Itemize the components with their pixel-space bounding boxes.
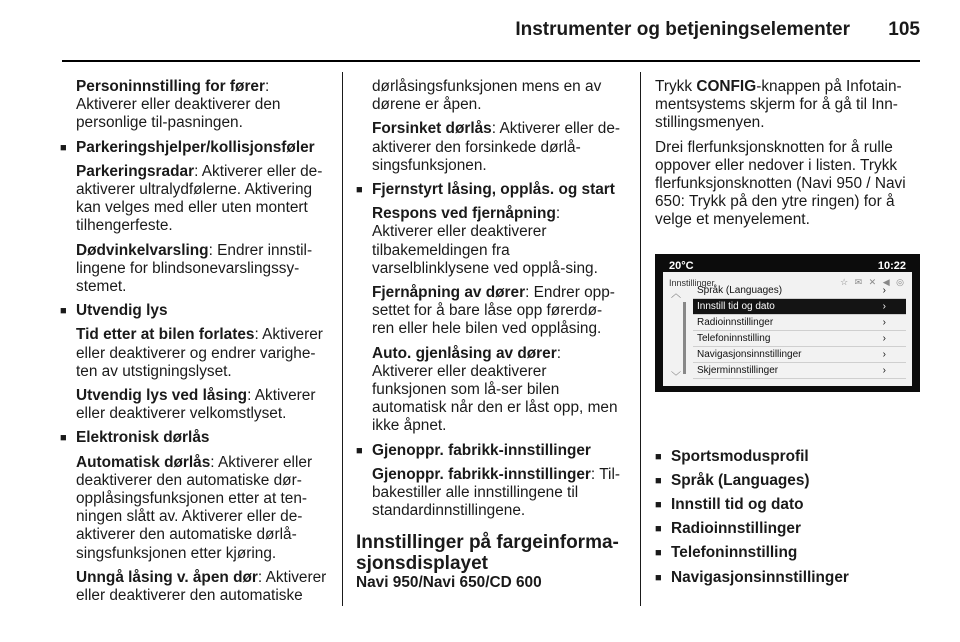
screen-menu-item[interactable] bbox=[693, 315, 906, 331]
screen-menu-item-label: Telefoninnstilling bbox=[697, 332, 771, 344]
para-unnga: Unngå låsing v. åpen dør: Aktiverer eller deaktiverer den automatiske bbox=[76, 568, 327, 605]
para-parkeringsradar: Parkeringsradar: Aktiverer eller de-aktiverer ultralydfølerne. Aktivering kan velges med eller uten montert tilhengerfeste. bbox=[76, 162, 323, 235]
bullet-menu-item: ■ Sportsmodusprofil bbox=[655, 448, 920, 466]
chevron-right-icon: › bbox=[882, 284, 886, 296]
screen-menu-title: Innstillinger bbox=[669, 277, 715, 288]
chevron-right-icon: › bbox=[882, 348, 886, 360]
screen-menu-item-label: Radioinnstillinger bbox=[697, 316, 774, 328]
header-title: Instrumenter og betjeningselementer bbox=[515, 19, 850, 40]
screen-menu-item-label: Språk (Languages) bbox=[697, 284, 783, 296]
header-rule bbox=[62, 60, 920, 62]
para-knob: Drei flerfunksjonsknotten for å rulle oppover eller nedover i listen. Trykk flerfunksjonsknotten (Navi 950 / Navi 650: Trykk på den ytre ringen) for å velge et menyelement. bbox=[655, 138, 906, 229]
para-gjenoppr: Gjenoppr. fabrikk-innstillinger: Til-bakestiller alle innstillingene til standardinnstillingene. bbox=[372, 465, 620, 520]
bullet-gjenoppr: ■ Gjenoppr. fabrikk-innstillinger bbox=[356, 442, 624, 460]
para-fjernapning: Fjernåpning av dører: Endrer opp-settet for å bare låse opp førerdø-ren eller hele bilen ved opplåsing. bbox=[372, 284, 615, 338]
section-heading: Innstillinger på fargeinforma-sjonsdisplayet bbox=[356, 532, 619, 575]
column-divider-1 bbox=[342, 72, 343, 606]
bullet-menu-item: ■ Navigasjonsinnstillinger bbox=[655, 569, 920, 587]
screen-clock: 10:22 bbox=[877, 259, 906, 272]
bullet-menu-item: ■ Innstill tid og dato bbox=[655, 496, 920, 514]
screen-menu-list bbox=[693, 283, 906, 379]
para-config: Trykk CONFIG-knappen på Infotain-mentsystems skjerm for å gå til Inn-stillingsmenyen. bbox=[655, 78, 902, 132]
bullet-menu-item: ■ Telefoninnstilling bbox=[655, 544, 920, 562]
column-3 bbox=[655, 78, 920, 593]
para-dodvinkel: Dødvinkelvarsling: Endrer innstil-lingene for blindsonevarslingssy-stemet. bbox=[76, 241, 313, 296]
para-utvendig-lasing: Utvendig lys ved låsing: Aktiverer eller deaktiverer velkomstlyset. bbox=[76, 387, 316, 423]
screen-menu-panel bbox=[663, 272, 912, 386]
bullet-parkering: ■ Parkeringshjelper/kollisjonsføler bbox=[60, 139, 328, 157]
chevron-right-icon: › bbox=[882, 316, 886, 328]
bullet-fjernstyrt: ■ Fjernstyrt låsing, opplås. og start bbox=[356, 181, 624, 199]
screen-menu-item-label: Navigasjonsinnstillinger bbox=[697, 348, 802, 360]
section-subheading: Navi 950/Navi 650/CD 600 bbox=[356, 574, 542, 592]
screen-menu-item[interactable] bbox=[693, 331, 906, 347]
screen-menu-item[interactable] bbox=[693, 283, 906, 299]
column-divider-2 bbox=[640, 72, 641, 606]
screen-menu-item-label: Skjerminnstillinger bbox=[697, 364, 779, 376]
scroll-up-icon[interactable]: ︿ bbox=[671, 288, 681, 300]
infotainment-screen bbox=[655, 254, 920, 392]
page-header bbox=[0, 0, 960, 62]
para-auto-gjenlasing: Auto. gjenlåsing av dører: Aktiverer eller deaktiverer funksjonen som lå-ser bilen automatisk når den er låst opp, men ikke åpnet. bbox=[372, 344, 618, 435]
chevron-right-icon: › bbox=[882, 332, 886, 344]
column-2 bbox=[356, 78, 624, 599]
screen-menu-item-label: Innstill tid og dato bbox=[697, 300, 775, 312]
para-forsinket: Forsinket dørlås: Aktiverer eller de-aktiverer den forsinkede dørlå-singsfunksjonen. bbox=[372, 120, 621, 174]
menu-bullet-list bbox=[655, 448, 920, 587]
chevron-right-icon: › bbox=[882, 364, 886, 376]
para-automatisk: Automatisk dørlås: Aktiverer eller deaktiverer den automatiske dør-opplåsingsfunksjonen etter at ten-ningen slått av. Aktiverer eller de-aktiverer den automatiske dørlå-singsfunksjonen etter kjøring. bbox=[76, 453, 313, 562]
para-continuation: dørlåsingsfunksjonen mens en av dørene er åpen. bbox=[372, 78, 602, 114]
bullet-menu-item: ■ Språk (Languages) bbox=[655, 472, 920, 490]
scroll-bar[interactable] bbox=[683, 302, 686, 374]
screen-status-bar bbox=[655, 254, 920, 272]
para-personinnstilling: Personinnstilling for fører: Aktiverer eller deaktiverer den personlige til-pasningen. bbox=[76, 78, 281, 132]
screen-menu-item[interactable] bbox=[693, 363, 906, 379]
screen-menu-item[interactable] bbox=[693, 347, 906, 363]
para-tid-etter: Tid etter at bilen forlates: Aktiverer eller deaktiverer og endrer varighe-ten av utstigningslyset. bbox=[76, 326, 323, 380]
chevron-right-icon: › bbox=[882, 300, 886, 312]
status-icons: ☆ ✉ ✕ ◀ ◎ bbox=[840, 276, 906, 287]
bullet-utvendig: ■ Utvendig lys bbox=[60, 302, 328, 320]
page-number: 105 bbox=[888, 19, 920, 40]
column-1 bbox=[60, 78, 328, 611]
para-respons: Respons ved fjernåpning: Aktiverer eller deaktiverer tilbakemeldingen fra varselblinklysene ved opplå-sing. bbox=[372, 205, 598, 277]
scroll-down-icon[interactable]: ﹀ bbox=[671, 371, 681, 383]
screen-menu-item[interactable] bbox=[693, 299, 906, 315]
bullet-elektronisk: ■ Elektronisk dørlås bbox=[60, 429, 328, 447]
bullet-menu-item: ■ Radioinnstillinger bbox=[655, 520, 920, 538]
screen-temperature: 20°C bbox=[669, 259, 694, 272]
